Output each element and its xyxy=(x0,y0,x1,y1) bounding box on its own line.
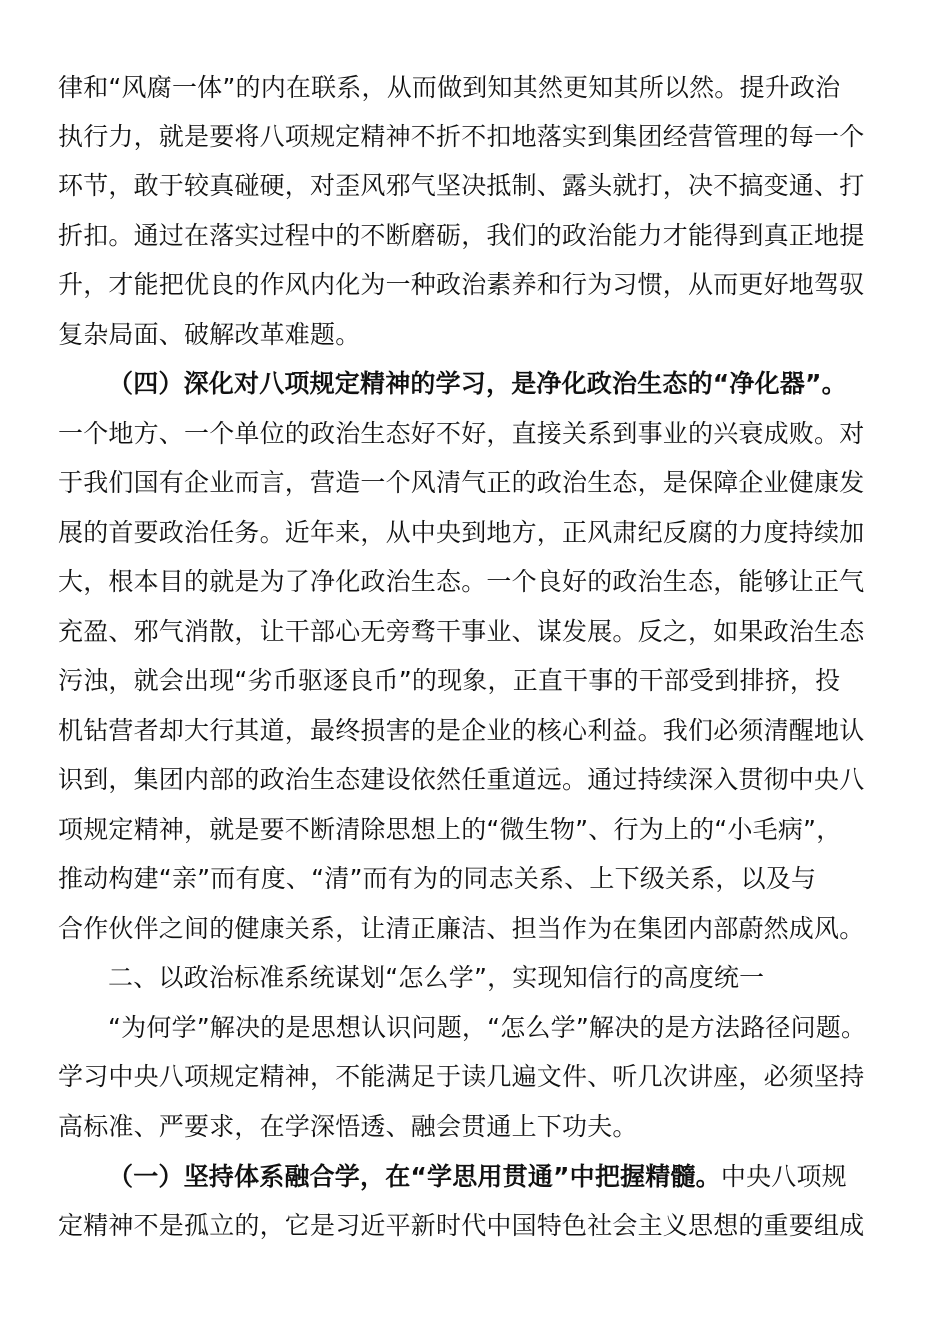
text-line: 项规定精神，就是要不断清除思想上的“微生物”、行为上的“小毛病”， xyxy=(58,815,842,844)
text-line: 律和“风腐一体”的内在联系，从而做到知其然更知其所以然。提升政治 xyxy=(58,73,841,102)
text-line: 展的首要政治任务。近年来，从中央到地方，正风肃纪反腐的力度持续加 xyxy=(58,518,865,547)
text-line: 机钻营者却大行其道，最终损害的是企业的核心利益。我们必须清醒地认 xyxy=(58,716,865,745)
text-line: 执行力，就是要将八项规定精神不折不扣地落实到集团经营管理的每一个 xyxy=(58,122,865,151)
text-line: 识到，集团内部的政治生态建设依然任重道远。通过持续深入贯彻中央八 xyxy=(58,765,865,794)
subsection-line xyxy=(108,1155,847,1199)
text-line: 大，根本目的就是为了净化政治生态。一个良好的政治生态，能够让正气 xyxy=(58,567,865,596)
text-line: 定精神不是孤立的，它是习近平新时代中国特色社会主义思想的重要组成 xyxy=(58,1211,865,1240)
section-heading: 二、以政治标准系统谋划“怎么学”，实现知信行的高度统一 xyxy=(108,963,765,992)
text-line: 推动构建“亲”而有度、“清”而有为的同志关系、上下级关系，以及与 xyxy=(58,864,817,893)
text-line: 一个地方、一个单位的政治生态好不好，直接关系到事业的兴衰成败。对 xyxy=(58,419,865,448)
text-line: 折扣。通过在落实过程中的不断磨砺，我们的政治能力才能得到真正地提 xyxy=(58,221,865,250)
subsection-text: 中央八项规 xyxy=(720,1162,847,1191)
text-line: 充盈、邪气消散，让干部心无旁骛干事业、谋发展。反之，如果政治生态 xyxy=(58,617,865,646)
subsection-heading: （一）坚持体系融合学，在“学思用贯通”中把握精髓。 xyxy=(108,1162,721,1191)
text-line: 合作伙伴之间的健康关系，让清正廉洁、担当作为在集团内部蔚然成风。 xyxy=(58,914,865,943)
text-line: 污浊，就会出现“劣币驱逐良币”的现象，正直干事的干部受到排挤，投 xyxy=(58,666,841,695)
section-heading: （四）深化对八项规定精神的学习，是净化政治生态的“净化器”。 xyxy=(108,369,847,398)
text-line: 环节，敢于较真碰硬，对歪风邪气坚决抵制、露头就打，决不搞变通、打 xyxy=(58,171,865,200)
text-line: 高标准、严要求，在学深悟透、融会贯通上下功夫。 xyxy=(58,1112,638,1141)
text-line: 复杂局面、破解改革难题。 xyxy=(58,320,361,349)
text-line: 升，才能把优良的作风内化为一种政治素养和行为习惯，从而更好地驾驭 xyxy=(58,270,865,299)
text-line: 于我们国有企业而言，营造一个风清气正的政治生态，是保障企业健康发 xyxy=(58,468,865,497)
text-line: 学习中央八项规定精神，不能满足于读几遍文件、听几次讲座，必须坚持 xyxy=(58,1062,865,1091)
text-line: “为何学”解决的是思想认识问题，“怎么学”解决的是方法路径问题。 xyxy=(108,1013,867,1042)
